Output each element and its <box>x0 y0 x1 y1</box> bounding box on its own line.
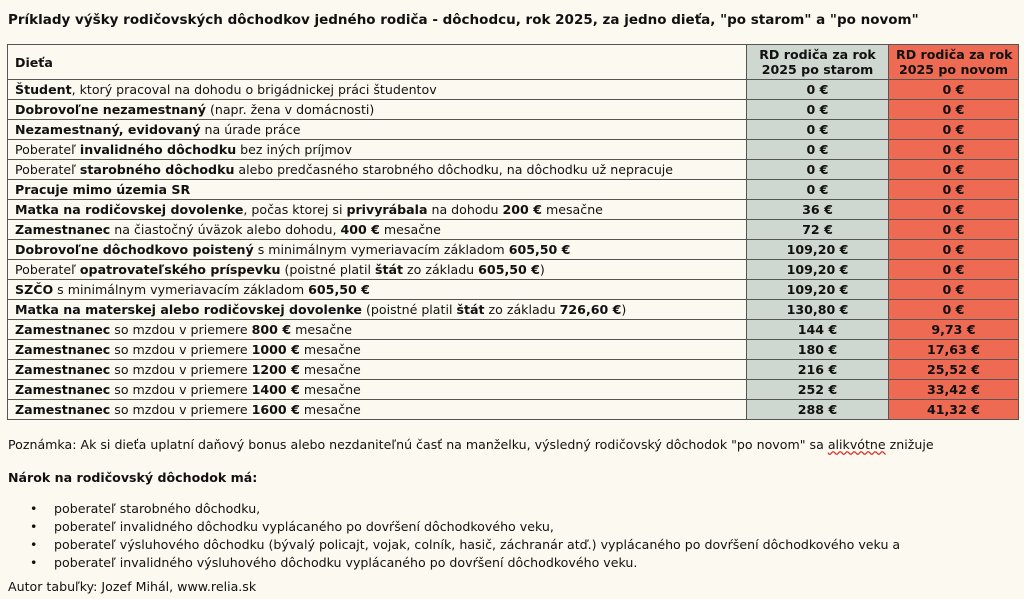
row-label-segment: Pracuje mimo územia SR <box>15 182 191 197</box>
row-label <box>8 300 747 320</box>
note-flagged-word: alikvótne <box>827 437 886 452</box>
value-old: 109,20 € <box>747 260 889 280</box>
row-label-segment: zo základu <box>403 262 479 277</box>
list-item <box>8 536 900 554</box>
header-old-line1: RD rodiča za rok <box>759 47 876 62</box>
row-label-segment: Zamestnanec <box>15 322 111 337</box>
value-old: 0 € <box>747 100 889 120</box>
row-label-segment: invalidného dôchodku <box>79 142 237 157</box>
row-label-segment: mesačne <box>299 382 361 397</box>
row-label-segment: alebo predčasného starobného dôchodku, na dôchodku už nepracuje <box>234 162 674 177</box>
row-label-segment: 1000 € <box>251 342 300 357</box>
list-item-text: poberateľ starobného dôchodku, <box>54 501 261 516</box>
row-label-segment: , počas ktorej si <box>243 202 347 217</box>
row-label-segment: 605,50 € <box>508 242 571 257</box>
table-row <box>8 100 1019 120</box>
row-label <box>8 140 747 160</box>
bullet-icon: • <box>30 537 38 552</box>
value-old: 216 € <box>747 360 889 380</box>
value-new: 0 € <box>889 180 1019 200</box>
row-label-segment: Zamestnanec <box>15 222 111 237</box>
row-label <box>8 100 747 120</box>
value-new: 0 € <box>889 120 1019 140</box>
value-old: 0 € <box>747 80 889 100</box>
row-label <box>8 280 747 300</box>
note-text: Poznámka: Ak si dieťa uplatní daňový bonus alebo nezdaniteľnú časť na manželku, výsledný rodičovský dôchodok "po novom" sa <box>8 437 828 452</box>
row-label-segment: 400 € <box>340 222 380 237</box>
row-label-segment: 1400 € <box>251 382 300 397</box>
value-new: 0 € <box>889 200 1019 220</box>
row-label-segment: s minimálnym vymeriavacím základom <box>253 242 509 257</box>
row-label-segment: so mzdou v priemere <box>110 362 252 377</box>
value-new: 0 € <box>889 100 1019 120</box>
row-label-segment: bez iných príjmov <box>236 142 352 157</box>
list-item <box>8 518 900 536</box>
value-new: 25,52 € <box>889 360 1019 380</box>
table-row <box>8 80 1019 100</box>
value-new: 0 € <box>889 80 1019 100</box>
row-label-segment: (napr. žena v domácnosti) <box>205 102 375 117</box>
note-text-end: znižuje <box>885 437 934 452</box>
value-old: 180 € <box>747 340 889 360</box>
value-new: 9,73 € <box>889 320 1019 340</box>
table-row <box>8 360 1019 380</box>
row-label <box>8 200 747 220</box>
note <box>8 437 934 452</box>
value-old: 0 € <box>747 120 889 140</box>
author-credit: Autor tabuľky: Jozef Mihál, www.relia.sk <box>8 579 257 594</box>
row-label-segment: so mzdou v priemere <box>110 342 252 357</box>
value-old: 36 € <box>747 200 889 220</box>
table-row <box>8 260 1019 280</box>
row-label-segment: 800 € <box>251 322 292 337</box>
row-label-segment: Poberateľ <box>15 262 80 277</box>
header-new <box>889 45 1019 80</box>
list-item-text: poberateľ invalidného dôchodku vyplácaného po dovŕšení dôchodkového veku, <box>54 519 554 534</box>
table-row <box>8 300 1019 320</box>
row-label-segment: štát <box>456 302 485 317</box>
table-row <box>8 340 1019 360</box>
row-label-segment: Poberateľ <box>15 142 80 157</box>
row-label-segment: mesačne <box>291 322 353 337</box>
row-label-segment: na čiastočný úväzok alebo dohodu, <box>110 222 341 237</box>
header-old-line2: 2025 po starom <box>761 62 874 77</box>
row-label-segment: Zamestnanec <box>15 382 111 397</box>
header-child-label: Dieťa <box>15 54 53 70</box>
table-row <box>8 120 1019 140</box>
value-new: 33,42 € <box>889 380 1019 400</box>
table-row <box>8 180 1019 200</box>
row-label-segment: mesačne <box>379 222 441 237</box>
row-label <box>8 360 747 380</box>
value-old: 252 € <box>747 380 889 400</box>
row-label-segment: Matka na rodičovskej dovolenke <box>15 202 244 217</box>
table-row <box>8 380 1019 400</box>
row-label-segment: na dohodu <box>427 202 503 217</box>
header-old <box>747 45 889 80</box>
row-label-segment: Zamestnanec <box>15 362 111 377</box>
row-label-segment: 605,50 € <box>308 282 370 297</box>
row-label-segment: štát <box>374 262 404 277</box>
row-label-segment: (poistné platil <box>280 262 375 277</box>
table-row <box>8 400 1019 420</box>
row-label-segment: Dobrovoľne nezamestnaný <box>15 102 206 117</box>
row-label-segment: 605,50 € <box>478 262 540 277</box>
table-row <box>8 320 1019 340</box>
row-label-segment: ) <box>621 302 627 317</box>
value-old: 288 € <box>747 400 889 420</box>
row-label <box>8 260 747 280</box>
table-body <box>8 80 1019 420</box>
row-label-segment: , ktorý pracoval na dohodu o brigádnickej práci študentov <box>71 82 437 97</box>
row-label-segment: starobného dôchodku <box>79 162 235 177</box>
value-old: 0 € <box>747 160 889 180</box>
bullet-icon: • <box>30 501 38 516</box>
row-label <box>8 120 747 140</box>
row-label-segment: mesačne <box>299 342 361 357</box>
row-label-segment: na úrade práce <box>200 122 301 137</box>
value-old: 0 € <box>747 140 889 160</box>
row-label-segment: so mzdou v priemere <box>110 402 252 417</box>
row-label <box>8 220 747 240</box>
row-label-segment: Dobrovoľne dôchodkovo poistený <box>15 242 254 257</box>
value-old: 130,80 € <box>747 300 889 320</box>
value-old: 72 € <box>747 220 889 240</box>
page-title: Príklady výšky rodičovských dôchodkov jedného rodiča - dôchodcu, rok 2025, za jedno dieťa, "po starom" a "po novom" <box>8 12 919 28</box>
row-label-segment: Zamestnanec <box>15 342 111 357</box>
row-label-segment: ) <box>539 262 545 277</box>
value-new: 41,32 € <box>889 400 1019 420</box>
pension-table <box>7 44 1019 420</box>
value-new: 0 € <box>889 240 1019 260</box>
row-label-segment: so mzdou v priemere <box>110 322 252 337</box>
row-label-segment: Študent <box>15 82 72 97</box>
row-label-segment: SZČO <box>15 282 54 297</box>
row-label <box>8 240 747 260</box>
table-row <box>8 220 1019 240</box>
row-label <box>8 180 747 200</box>
row-label-segment: Nezamestnaný, evidovaný <box>15 122 201 137</box>
entitlement-heading: Nárok na rodičovský dôchodok má: <box>8 470 258 485</box>
list-item <box>8 500 900 518</box>
table-row <box>8 200 1019 220</box>
value-old: 144 € <box>747 320 889 340</box>
value-new: 0 € <box>889 220 1019 240</box>
table-row <box>8 280 1019 300</box>
row-label <box>8 380 747 400</box>
row-label <box>8 80 747 100</box>
value-new: 0 € <box>889 280 1019 300</box>
table-row <box>8 140 1019 160</box>
list-item-text: poberateľ výsluhového dôchodku (bývalý policajt, vojak, colník, hasič, záchranár atď.) vyplácaného po dovŕšení dôchodkového veku a <box>54 537 901 552</box>
row-label-segment: 726,60 € <box>559 302 622 317</box>
row-label-segment: Zamestnanec <box>15 402 111 417</box>
row-label-segment: 200 € <box>502 202 542 217</box>
row-label-segment: mesačne <box>541 202 603 217</box>
header-child <box>8 45 747 80</box>
table-row <box>8 160 1019 180</box>
value-old: 0 € <box>747 180 889 200</box>
row-label-segment: 1600 € <box>251 402 300 417</box>
row-label-segment: Matka na materskej alebo rodičovskej dovolenke <box>15 302 362 317</box>
table-row <box>8 240 1019 260</box>
list-item <box>8 554 900 572</box>
row-label <box>8 340 747 360</box>
bullet-icon: • <box>30 555 38 570</box>
list-item-text: poberateľ invalidného výsluhového dôchodku vyplácaného po dovŕšení dôchodkového veku. <box>54 555 638 570</box>
row-label <box>8 160 747 180</box>
value-old: 109,20 € <box>747 280 889 300</box>
value-new: 0 € <box>889 300 1019 320</box>
row-label-segment: so mzdou v priemere <box>110 382 252 397</box>
row-label-segment: mesačne <box>299 402 361 417</box>
header-new-line1: RD rodiča za rok <box>896 47 1013 62</box>
row-label <box>8 400 747 420</box>
row-label-segment: Poberateľ <box>15 162 80 177</box>
row-label <box>8 320 747 340</box>
row-label-segment: zo základu <box>484 302 560 317</box>
row-label-segment: privyrábala <box>346 202 428 217</box>
table-header-row <box>8 45 1019 80</box>
row-label-segment: 1200 € <box>251 362 300 377</box>
header-new-line2: 2025 po novom <box>898 62 1009 77</box>
row-label-segment: mesačne <box>299 362 361 377</box>
row-label-segment: opatrovateľského príspevku <box>79 262 281 277</box>
entitlement-list <box>8 500 900 572</box>
row-label-segment: s minimálnym vymeriavacím základom <box>53 282 309 297</box>
value-new: 17,63 € <box>889 340 1019 360</box>
value-new: 0 € <box>889 140 1019 160</box>
value-old: 109,20 € <box>747 240 889 260</box>
value-new: 0 € <box>889 160 1019 180</box>
bullet-icon: • <box>30 519 38 534</box>
row-label-segment: (poistné platil <box>361 302 457 317</box>
value-new: 0 € <box>889 260 1019 280</box>
